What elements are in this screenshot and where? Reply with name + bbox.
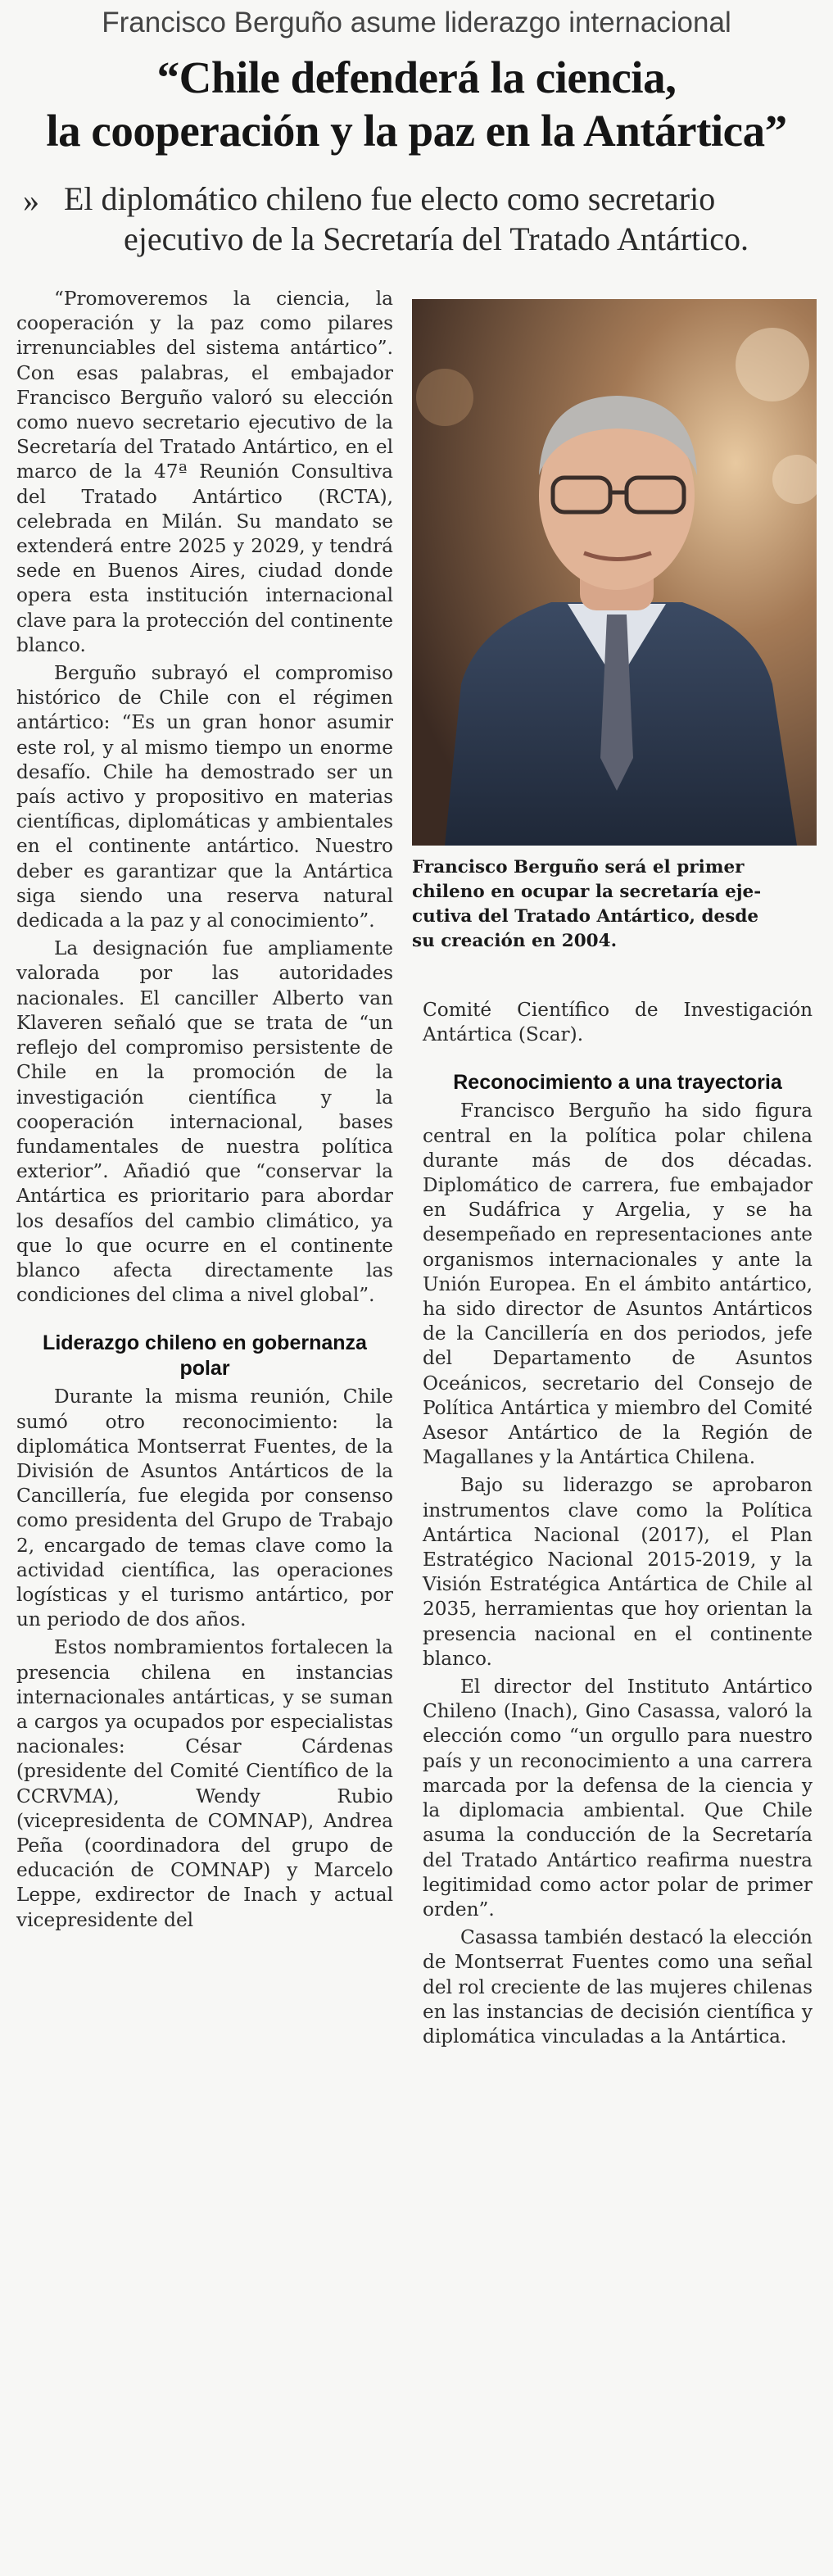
paragraph-1: “Promoveremos la ciencia, la cooperación y la paz como pilares irrenunciables del sistema antártico”. Con esas palabras, el embajador Francisco Berguño valoró su elección como nuevo secretario ejecutivo de la Secretaría del Tratado Antártico, en el marco de la 47ª Reunión Consultiva del Tratado Antártico (RCTA), celebrada en Milán. Su mandato se extenderá entre 2025 y 2029, y tendrá sede en Buenos Aires, ciudad donde opera esta institución internacional clave para la protección del continente blanco.	[16, 288, 393, 656]
paragraph-4: Durante la misma reunión, Chile sumó otro reconocimiento: la diplomática Montserrat Fuentes, de la División de Asuntos Antárticos de la Cancillería, fue elegida por consenso como presidenta del Grupo de Trabajo 2, encargado de temas clave como la actividad científica, las operaciones logísticas y el turismo antártico, por un periodo de dos años.	[16, 1386, 393, 1631]
subheading-liderazgo: Liderazgo chileno en gobernanza polar	[43, 1331, 367, 1381]
article-kicker: Francisco Berguño asume liderazgo internacional	[102, 7, 731, 39]
right-column	[423, 998, 813, 2052]
paragraph-8: El director del Instituto Antártico Chileno (Inach), Gino Casassa, valoró la elección como “un orgullo para nuestro país y un reconocimiento a una carrera marcada por la defensa de la ciencia y la diplomacia ambiental. Que Chile asuma la conducción de la Secretaría del Tratado Antártico reafirma nuestra legitimidad como actor polar de primer orden”.	[423, 1676, 813, 1921]
standfirst-line-1: El diplomático chileno fue electo como secretario	[64, 180, 716, 217]
photo-caption	[412, 855, 817, 954]
caption-line-4: su creación en 2004.	[412, 931, 618, 951]
article-standfirst	[23, 179, 817, 259]
paragraph-3: La designación fue ampliamente valorada por las autoridades nacionales. El canciller Alberto van Klaveren señaló que se trata de “un reflejo del compromiso persistente de Chile en la promoción de la investigación científica y la cooperación internacional, bases fundamentales de nuestra política exterior”. Añadió que “conservar la Antártica es prioritario para abordar los desafíos del cambio climático, ya que lo que ocurre en el continente blanco afecta directamente las condiciones del clima a nivel global”.	[16, 937, 393, 1307]
paragraph-2: Berguño subrayó el compromiso histórico de Chile con el régimen antártico: “Es un gran honor asumir este rol, y al mismo tiempo un enorme desafío. Chile ha demostrado ser un país activo y propositivo en materias científicas, diplomáticas y ambientales en el continente antártico. Nuestro deber es garantizar que la Antártica siga siendo una reserva natural dedicada a la paz y al conocimiento”.	[16, 662, 393, 932]
portrait-illustration	[412, 299, 817, 846]
standfirst-line-2: ejecutivo de la Secretaría del Tratado Antártico.	[123, 220, 749, 257]
double-chevron-right-icon: »	[23, 182, 39, 219]
paragraph-9: Casassa también destacó la elección de Montserrat Fuentes como una señal del rol creciente de las mujeres chilenas en las instancias de decisión científica y diplomática vinculadas a la Antártica.	[423, 1926, 813, 2048]
headline-line-1: “Chile defenderá la ciencia,	[156, 52, 677, 102]
paragraph-5: Estos nombramientos fortalecen la presencia chilena en instancias internacionales antárticas, y se suman a cargos ya ocupados por especialistas nacionales: César Cárdenas (presidente del Comité Científico de la CCRVMA), Wendy Rubio (vicepresidenta de COMNAP), Andrea Peña (coordinadora del grupo de educación de COMNAP) y Marcelo Leppe, exdirector de Inach y actual vicepresidente del	[16, 1636, 393, 1931]
portrait-photo	[412, 299, 817, 846]
paragraph-6: Francisco Berguño ha sido figura central en la política polar chilena durante más de dos décadas. Diplomático de carrera, fue embajador en Sudáfrica y Argelia, y se ha desempeñado en representaciones ante organismos internacionales y ante la Unión Europea. En el ámbito antártico, ha sido director de Asuntos Antárticos de la Cancillería en dos periodos, jefe del Departamento de Asuntos Oceánicos, secretario del Consejo de Política Antártica y miembro del Comité Asesor Antártico de la Región de Magallanes y la Antártica Chilena.	[423, 1100, 813, 1469]
paragraph-5-continued: Comité Científico de Investigación Antártica (Scar).	[423, 999, 813, 1046]
caption-line-3: cutiva del Tratado Antártico, desde	[412, 906, 759, 927]
caption-line-1: Francisco Berguño será el primer	[412, 857, 745, 878]
article-headline	[0, 51, 833, 157]
paragraph-7: Bajo su liderazgo se aprobaron instrumentos clave como la Política Antártica Nacional (2017), el Plan Estratégico Nacional 2015-2019, y la Visión Estratégica Antártica de Chile al 2035, herramientas que hoy orientan la presencia nacional en el continente blanco.	[423, 1474, 813, 1670]
headline-line-2: la cooperación y la paz en la Antártica”	[46, 106, 787, 156]
subheading-reconocimiento: Reconocimiento a una trayectoria	[453, 1071, 782, 1095]
caption-line-2: chileno en ocupar la secretaría eje-	[412, 882, 762, 902]
left-column	[16, 287, 393, 1936]
